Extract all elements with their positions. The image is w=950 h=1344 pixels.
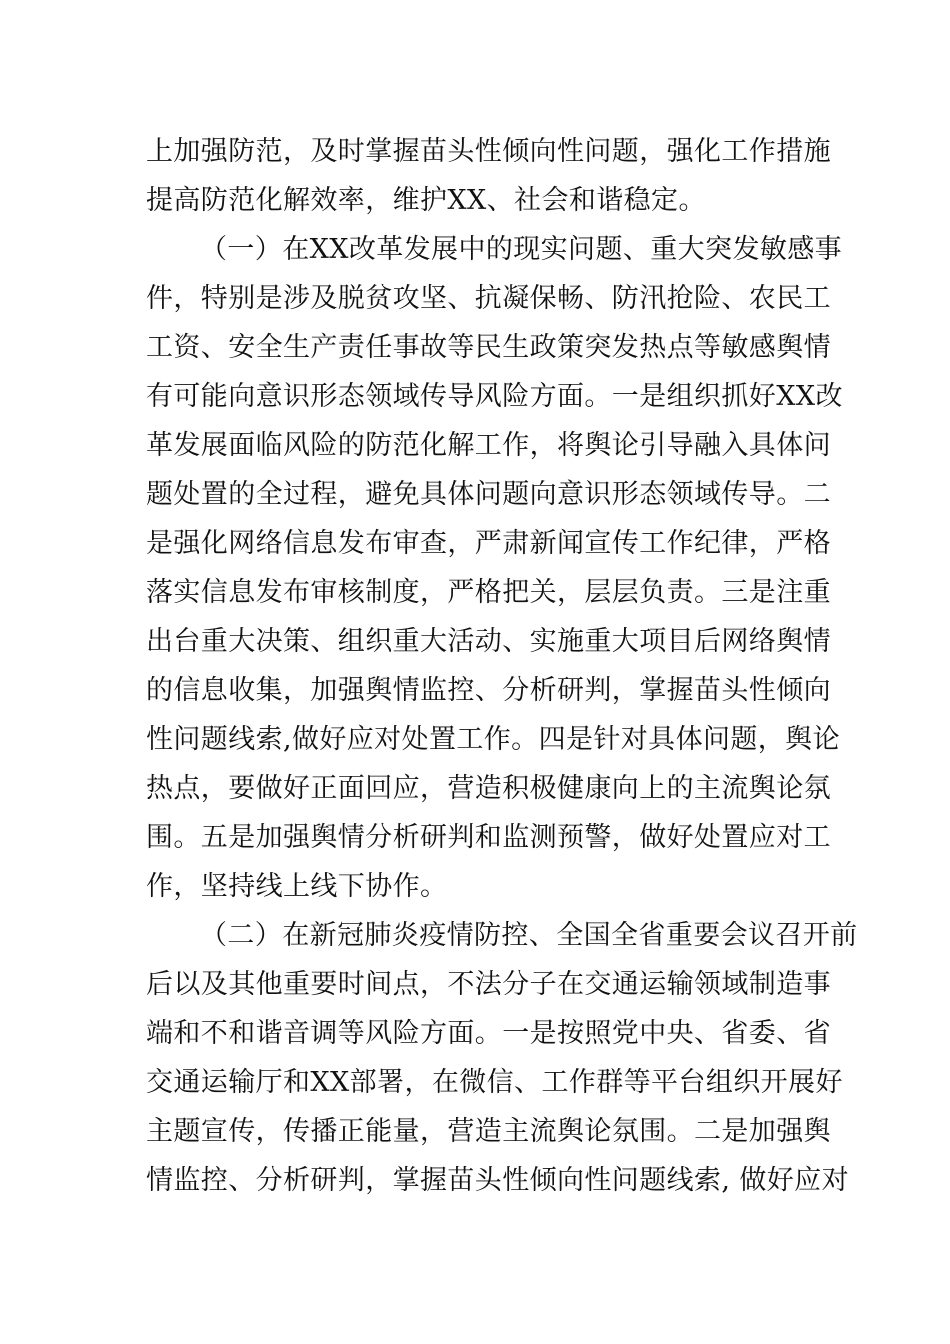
text-line-7: 革发展面临风险的防范化解工作，将舆论引导融入具体问 [146, 430, 831, 461]
text-line-15: 围。五是加强舆情分析研判和监测预警，做好处置应对工 [146, 822, 831, 853]
text-line-12: 的信息收集，加强舆情监控、分析研判，掌握苗头性倾向 [146, 675, 831, 706]
text-line-11: 出台重大决策、组织重大活动、实施重大项目后网络舆情 [146, 626, 831, 657]
text-line-6: 有可能向意识形态领域传导风险方面。一是组织抓好XX改 [146, 381, 843, 412]
text-line-8: 题处置的全过程，避免具体问题向意识形态领域传导。二 [146, 479, 831, 510]
paragraph-2-first-line: （二）在新冠肺炎疫情防控、全国全省重要会议召开前 [200, 920, 858, 951]
text-line-1: 上加强防范，及时掌握苗头性倾向性问题，强化工作措施 [146, 136, 831, 167]
text-line-21: 主题宣传，传播正能量，营造主流舆论氛围。二是加强舆 [146, 1116, 831, 1147]
text-line-9: 是强化网络信息发布审查，严肃新闻宣传工作纪律，严格 [146, 528, 831, 559]
text-line-20: 交通运输厅和XX部署，在微信、工作群等平台组织开展好 [146, 1067, 843, 1098]
text-line-18: 后以及其他重要时间点，不法分子在交通运输领域制造事 [146, 969, 831, 1000]
text-line-5: 工资、安全生产责任事故等民生政策突发热点等敏感舆情 [146, 332, 831, 363]
text-line-13: 性问题线索,做好应对处置工作。四是针对具体问题，舆论 [146, 724, 840, 755]
text-line-16: 作，坚持线上线下协作。 [146, 871, 448, 902]
text-line-14: 热点，要做好正面回应，营造积极健康向上的主流舆论氛 [146, 773, 831, 804]
text-line-19: 端和不和谐音调等风险方面。一是按照党中央、省委、省 [146, 1018, 831, 1049]
text-line-22: 情监控、分析研判，掌握苗头性倾向性问题线索, 做好应对 [146, 1165, 849, 1196]
text-line-2: 提高防范化解效率，维护XX、社会和谐稳定。 [146, 185, 706, 216]
text-line-10: 落实信息发布审核制度，严格把关，层层负责。三是注重 [146, 577, 831, 608]
text-line-4: 件，特别是涉及脱贫攻坚、抗凝保畅、防汛抢险、农民工 [146, 283, 831, 314]
paragraph-1-first-line: （一）在XX改革发展中的现实问题、重大突发敏感事 [200, 234, 843, 265]
